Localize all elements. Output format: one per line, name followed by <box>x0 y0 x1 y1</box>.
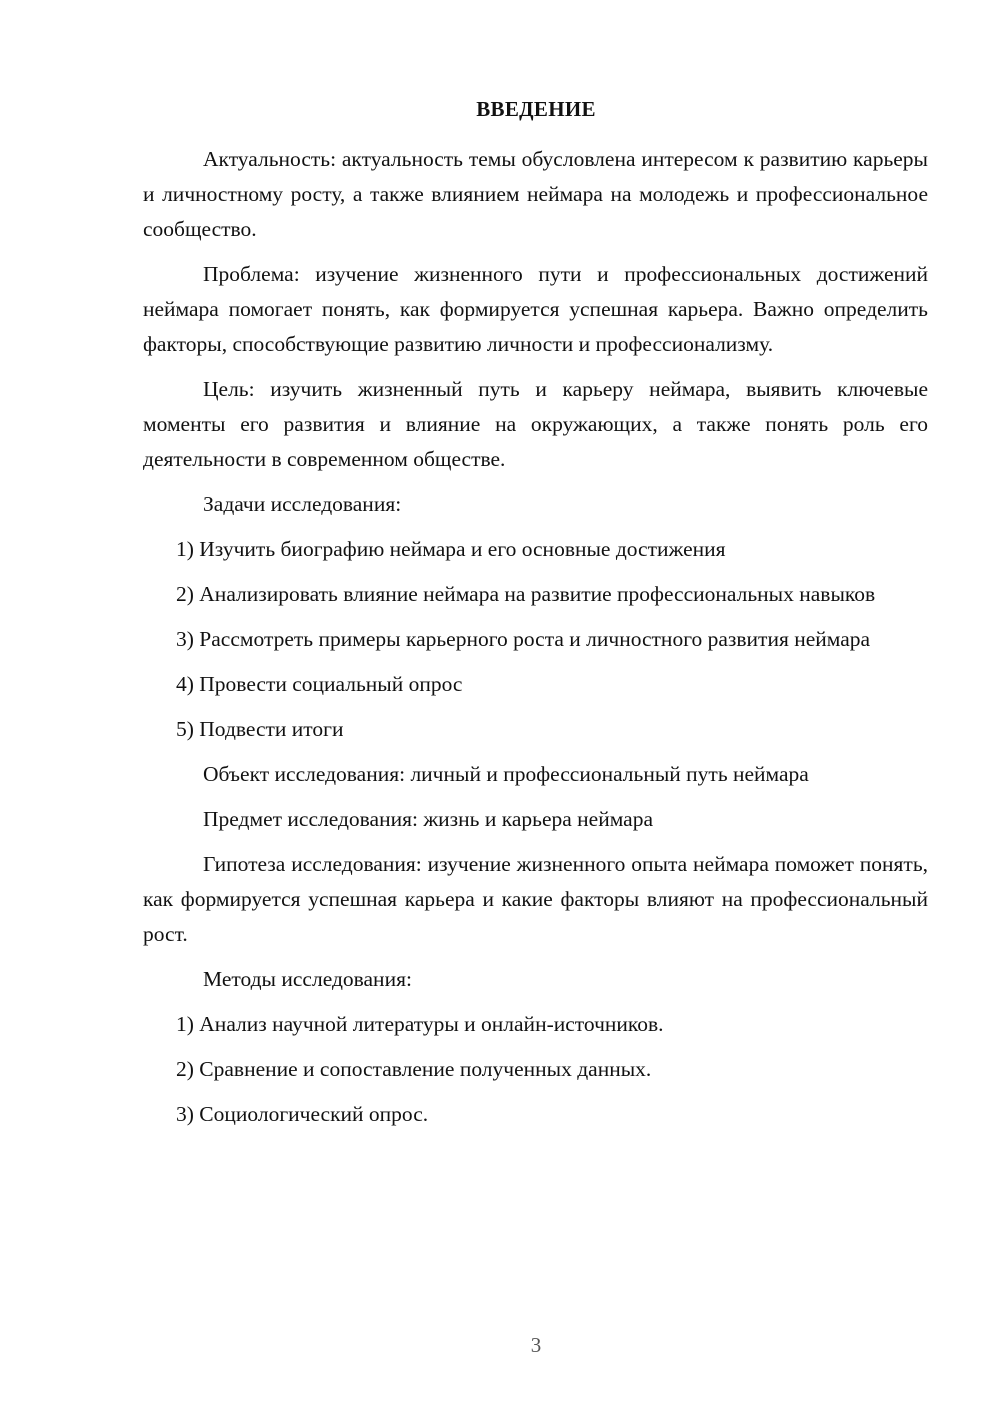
methods-list <box>143 1007 928 1132</box>
list-item: 5) Подвести итоги <box>176 717 344 741</box>
tasks-heading: Задачи исследования: <box>203 492 402 516</box>
list-item: 1) Анализ научной литературы и онлайн-источников. <box>176 1012 664 1036</box>
paragraph-relevance: Актуальность: актуальность темы обусловлена интересом к развитию карьеры и личностному росту, а также влиянием неймара на молодежь и профессиональное сообщество. <box>143 147 928 241</box>
paragraph-hypothesis: Гипотеза исследования: изучение жизненного опыта неймара поможет понять, как формируется успешная карьера и какие факторы влияют на профессиональный рост. <box>143 852 928 946</box>
tasks-list <box>143 532 928 747</box>
list-item: 2) Сравнение и сопоставление полученных данных. <box>176 1057 652 1081</box>
paragraph-goal: Цель: изучить жизненный путь и карьеру неймара, выявить ключевые моменты его развития и влияние на окружающих, а также понять роль его деятельности в современном обществе. <box>143 377 928 471</box>
list-item: 4) Провести социальный опрос <box>176 672 463 696</box>
list-item: 2) Анализировать влияние неймара на развитие профессиональных навыков <box>176 582 876 606</box>
paragraph-subject: Предмет исследования: жизнь и карьера неймара <box>203 807 654 831</box>
paragraph-object: Объект исследования: личный и профессиональный путь неймара <box>203 762 809 786</box>
paragraph-problem: Проблема: изучение жизненного пути и профессиональных достижений неймара помогает понять, как формируется успешная карьера. Важно определить факторы, способствующие развитию личности и профессионализму. <box>143 262 928 356</box>
page-number: 3 <box>530 1333 542 1357</box>
body-text <box>143 142 928 1142</box>
list-item: 3) Рассмотреть примеры карьерного роста и личностного развития неймара <box>176 627 871 651</box>
list-item: 3) Социологический опрос. <box>176 1102 429 1126</box>
section-title: ВВЕДЕНИЕ <box>476 97 596 121</box>
methods-heading: Методы исследования: <box>203 967 412 991</box>
list-item: 1) Изучить биографию неймара и его основные достижения <box>176 537 726 561</box>
